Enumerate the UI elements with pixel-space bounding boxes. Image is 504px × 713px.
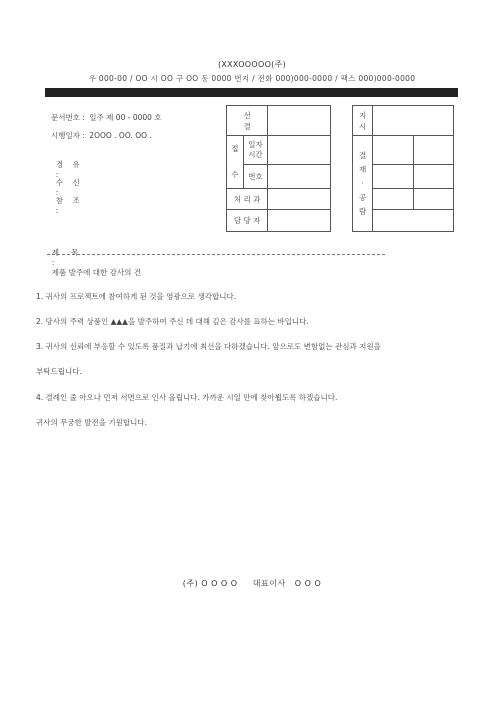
cell-ilja-sigan: 일자시간 [243,136,268,165]
cell-beonho-value [268,165,330,189]
cell-beonho: 번호 [243,165,268,189]
body-paragraph-3: 3. 귀사의 신뢰에 부응할 수 있도록 품질과 납기에 최선을 다하겠습니다. 앞으로도 변함없는 관심과 지원을 [36,342,381,351]
meta-label: 시행일자 [51,131,80,140]
cell-gongnam-value [373,210,454,232]
signature: (주) O O O O 대표이사 O O O [182,579,322,588]
meta-issue-date [51,130,152,141]
meta-sep: : [55,188,59,197]
subject-sep: : [51,258,55,267]
header-divider-bar [45,88,458,97]
meta-reference [51,186,80,224]
cell-jisi: 지시 [352,106,373,136]
company-address: 우 000-00 / OO 시 OO 구 OO 동 0000 번지 / 전화 000)000-0000 / 팩스 000)000-0000 [88,74,416,83]
cell-gap [330,106,352,232]
cell-seongyeol: 선결 [227,106,268,136]
meta-sep: : [82,113,85,122]
company-name: (XXXOOOOO(주) [217,60,287,69]
cell-gyeoljae-1 [373,136,413,165]
subject-label: 제 목 [51,248,79,257]
meta-label: 문서번호 [51,113,80,122]
meta-value: 일주 제 00 - 0000 호 [89,113,162,122]
body-paragraph-3-cont: 부탁드립니다. [36,367,82,376]
cell-gyeoljae-3 [373,165,413,189]
subject-divider [47,254,385,255]
meta-label: 참 조 [55,196,80,205]
cell-gyeoljae-gongnam: 결재·공람 [352,136,373,232]
body-paragraph-4: 4. 결례인 줄 아오나 먼저 서면으로 인사 올립니다. 가까운 시일 안에 찾아뵙도록 하겠습니다. [36,393,338,402]
cell-damdangja-value [268,210,330,232]
meta-sep: : [55,170,59,179]
cell-gyeoljae-6 [413,189,453,210]
subject-value: 제품 발주에 대한 감사의 건 [51,268,142,277]
meta-sep: : [55,206,59,215]
cell-gyeoljae-2 [413,136,453,165]
cell-jisi-value [373,106,454,136]
cell-gyeoljae-5 [373,189,413,210]
cell-cheorigwa: 처 리 과 [227,189,268,210]
approval-table [226,105,454,232]
body-paragraph-1: 1. 귀사의 프로젝트에 참여하게 된 것을 영광으로 생각합니다. [36,292,237,301]
cell-gyeoljae-4 [413,165,453,189]
body-closing: 귀사의 무궁한 발전을 기원합니다. [36,418,147,427]
meta-label: 경 유 [55,160,80,169]
cell-empty [268,106,330,136]
meta-label: 수 신 [55,178,80,187]
cell-damdangja: 담 당 자 [227,210,268,232]
cell-cheorigwa-value [268,189,330,210]
meta-value: 2OOO . OO. OO . [89,131,152,140]
cell-jeopsu: 접수 [227,136,244,189]
meta-document-number [51,112,162,123]
subject-line [47,238,141,278]
cell-ilja-value [268,136,330,165]
meta-sep: : [82,131,85,140]
body-paragraph-2: 2. 당사의 주력 상품인 ▲▲▲을 발주하여 주신 데 대해 깊은 감사를 표하는 바입니다. [36,317,309,326]
